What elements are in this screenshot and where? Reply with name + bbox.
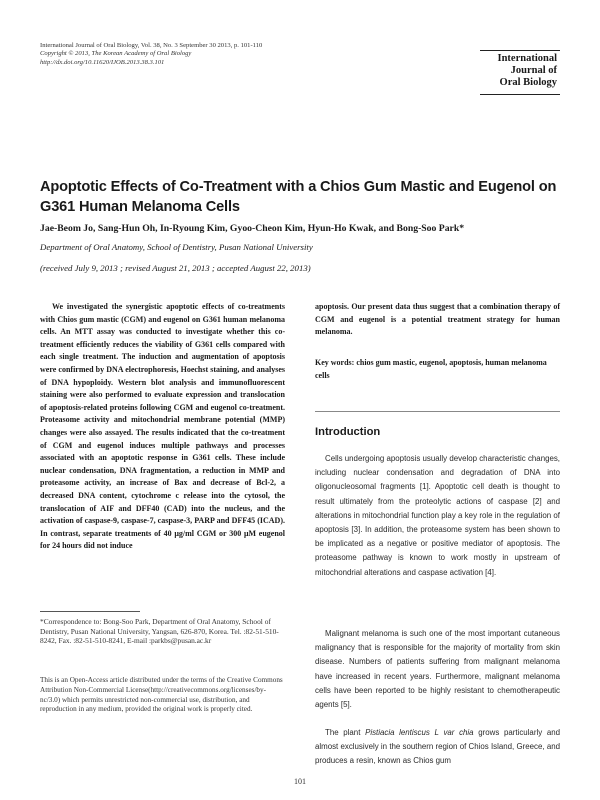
author-list: Jae-Beom Jo, Sang-Hun Oh, In-Ryoung Kim, Gyoo-Cheon Kim, Hyun-Ho Kwak, and Bong-Soo Park* — [40, 223, 465, 234]
species-name: Pistiacia lentiscus L var chia — [365, 728, 474, 737]
affiliation: Department of Oral Anatomy, School of Dentistry, Pusan National University — [40, 242, 313, 252]
doi-link[interactable]: http://dx.doi.org/10.11620/IJOB.2013.38.3.101 — [40, 58, 165, 66]
open-access-notice: This is an Open-Access article distributed under the terms of the Creative Commons Attribution Non-Commercial License(http://creativecommons.org/licenses/by-nc/3.0) which permits unrestricted non-commercial use, distribution, and reproduction in any medium, provided the original work is properly cited. — [40, 676, 283, 714]
journal-citation: International Journal of Oral Biology, Vol. 38, No. 3 September 30 2013, p. 101-110 — [40, 42, 263, 49]
correspondence-footnote: *Correspondence to: Bong-Soo Park, Department of Oral Anatomy, School of Dentistry, Pusan National University, Yangsan, 626-870, Korea. Tel. :82-51-510-8242, Fax. :82-51-510-8241, E-mail :parkbs@pusan.ac.kr — [40, 617, 279, 646]
brand-top-rule — [480, 50, 560, 51]
journal-brand-line: Journal of — [510, 65, 557, 77]
intro-paragraph: Malignant melanoma is such one of the most important cutaneous malignancy that is responsible for the majority of mortality from skin disease. Numbers of patients suffering from malignant melanoma have increased in recent years. Furthermore, malignant melanoma cells have been reported to be highly resistant to chemotherapeutic agents [5]. — [315, 629, 560, 710]
article-title: Apoptotic Effects of Co-Treatment with a Chios Gum Mastic and Eugenol on G361 Human Melanoma Cells — [40, 179, 557, 215]
brand-bottom-rule — [480, 94, 560, 95]
intro-text: The plant — [325, 728, 366, 737]
intro-paragraph: Cells undergoing apoptosis usually develop characteristic changes, including nuclear condensation and degradation of DNA into oligonucleosomal fragments [1]. Apoptotic cell death is thought to result ultimately from the proteolytic actions of caspase [2] and alterations in mitochondrial function play a key role in the regulation of apoptosis [3]. In addition, the proteasome system has been shown to be implicated as a negative or positive mediator of apoptosis. The proteasome pathway is known to work mostly in upstream of mitochondrial alterations and caspase activation [4]. — [315, 454, 560, 577]
journal-brand — [487, 53, 557, 90]
abstract-column-1: We investigated the synergistic apoptotic effects of co-treatments with Chios gum mastic (CGM) and eugenol on G361 human melanoma cells. An MTT assay was conducted to investigate whether this co-treatment efficiently reduces the viability of G361 cells compared with each single treatment. The induction and augmentation of apoptosis were confirmed by DNA electrophoresis, Hoechst staining, and analyses of DNA hypoploidy. Western blot analysis and immunofluorescent staining were also performed to evaluate expression and translocation of apoptosis-related proteins following CGM and eugenol co-treatment. Proteasome activity and mitochondrial membrane potential (MMP) changes were also assayed. The results indicated that the co-treatment of CGM and eugenol induces multiple pathways and processes associated with an apoptotic response in G361 cells. These include nuclear condensation, DNA fragmentation, a reduction in MMP and proteasome activity, an increase of Bax and decrease of Bcl-2, a decreased DNA content, cytochrome c release into the cytosol, the translocation of AIF and DFF40 (CAD) into the nucleus, and the activation of caspase-9, caspase-7, caspase-3, PARP and DFF45 (ICAD). In contrast, separate treatments of 40 μg/ml CGM or 300 μM eugenol for 24 hours did not induce — [40, 302, 285, 551]
received-dates: (received July 9, 2013 ; revised August 21, 2013 ; accepted August 22, 2013) — [40, 263, 311, 273]
keywords: Key words: chios gum mastic, eugenol, apoptosis, human melanoma cells — [315, 358, 547, 380]
journal-header-meta — [40, 42, 262, 67]
journal-brand-line: International — [497, 53, 557, 64]
footnote-rule — [40, 611, 140, 612]
section-heading-introduction: Introduction — [315, 426, 381, 438]
section-divider — [315, 411, 560, 412]
intro-paragraph — [315, 726, 560, 769]
page-number: 101 — [294, 777, 306, 786]
intro-text: grows particularly and almost exclusively in the southern region of Chios Island, Greece, and produces a resin, known as Chios gum — [315, 728, 560, 766]
copyright-line: Copyright © 2013, The Korean Academy of Oral Biology — [40, 50, 192, 58]
journal-brand-line: Oral Biology — [499, 77, 557, 89]
abstract-column-2: apoptosis. Our present data thus suggest that a combination therapy of CGM and eugenol is a potential treatment strategy for human melanoma. — [315, 302, 560, 337]
